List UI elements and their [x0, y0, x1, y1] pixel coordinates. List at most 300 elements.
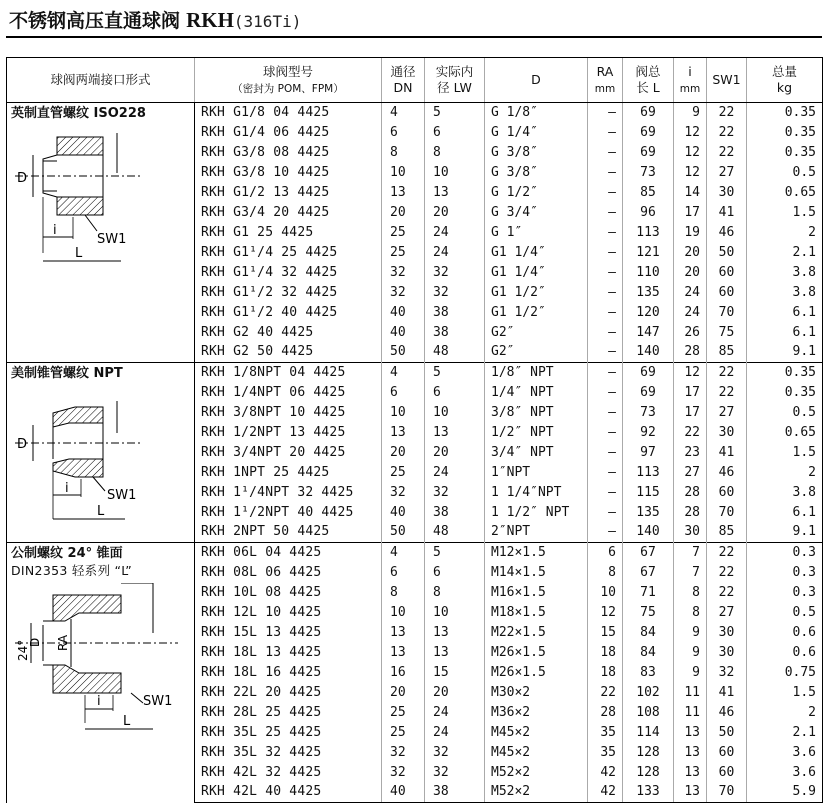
title-underline [6, 36, 822, 38]
cell-sw: 27 [707, 603, 747, 623]
cell-ra: – [588, 283, 623, 303]
cell-d: 1/2″ NPT [485, 423, 588, 443]
cell-d: M22×1.5 [485, 623, 588, 643]
cell-dn: 8 [382, 583, 425, 603]
cell-weight: 9.1 [747, 523, 823, 543]
cell-lw: 24 [425, 243, 485, 263]
cell-dn: 20 [382, 203, 425, 223]
cell-model: RKH 10L 08 4425 [195, 583, 382, 603]
svg-text:SW1: SW1 [143, 694, 173, 709]
header-valve-model: 球阀型号 （密封为 POM、FPM） [195, 58, 382, 103]
cell-d: M18×1.5 [485, 603, 588, 623]
cell-d: M12×1.5 [485, 543, 588, 563]
cell-length: 69 [623, 143, 674, 163]
cell-length: 102 [623, 683, 674, 703]
cell-model: RKH 08L 06 4425 [195, 563, 382, 583]
cell-i: 12 [674, 363, 707, 383]
svg-text:SW1: SW1 [107, 488, 137, 503]
cell-d: G 1/4″ [485, 123, 588, 143]
cell-i: 17 [674, 203, 707, 223]
cell-weight: 1.5 [747, 443, 823, 463]
cell-d: 1″NPT [485, 463, 588, 483]
cell-length: 108 [623, 703, 674, 723]
cell-i: 9 [674, 663, 707, 683]
header-weight: 总量 kg [747, 58, 823, 103]
cell-length: 115 [623, 483, 674, 503]
cell-ra: – [588, 123, 623, 143]
page-title [9, 6, 301, 33]
cell-model: RKH G3/8 10 4425 [195, 163, 382, 183]
cell-lw: 15 [425, 663, 485, 683]
cell-dn: 40 [382, 503, 425, 523]
cell-sw: 22 [707, 143, 747, 163]
cell-sw: 30 [707, 183, 747, 203]
cell-i: 8 [674, 603, 707, 623]
connection-group-cell [7, 103, 195, 363]
cell-weight: 2.1 [747, 723, 823, 743]
cell-length: 73 [623, 403, 674, 423]
cell-ra: 35 [588, 723, 623, 743]
table-header-row [7, 58, 823, 103]
cell-lw: 32 [425, 483, 485, 503]
cell-weight: 0.35 [747, 103, 823, 123]
cell-length: 113 [623, 463, 674, 483]
cell-sw: 46 [707, 703, 747, 723]
cell-d: 1 1/2″ NPT [485, 503, 588, 523]
cell-length: 135 [623, 283, 674, 303]
cell-ra: – [588, 323, 623, 343]
cell-dn: 25 [382, 703, 425, 723]
cell-model: RKH G1¹/4 25 4425 [195, 243, 382, 263]
cell-lw: 6 [425, 563, 485, 583]
cell-sw: 60 [707, 263, 747, 283]
cell-sw: 22 [707, 123, 747, 143]
cell-length: 113 [623, 223, 674, 243]
cell-lw: 5 [425, 103, 485, 123]
cell-model: RKH G1¹/2 32 4425 [195, 283, 382, 303]
cell-model: RKH 42L 40 4425 [195, 783, 382, 803]
cell-ra: – [588, 303, 623, 323]
cell-lw: 10 [425, 603, 485, 623]
cell-length: 121 [623, 243, 674, 263]
cell-dn: 4 [382, 103, 425, 123]
cell-i: 20 [674, 263, 707, 283]
cell-lw: 5 [425, 363, 485, 383]
cell-sw: 50 [707, 243, 747, 263]
cell-dn: 25 [382, 463, 425, 483]
cell-d: M14×1.5 [485, 563, 588, 583]
cell-ra: 35 [588, 743, 623, 763]
cell-length: 67 [623, 543, 674, 563]
svg-text:L: L [75, 246, 83, 261]
cell-length: 114 [623, 723, 674, 743]
cell-ra: – [588, 423, 623, 443]
cell-dn: 32 [382, 483, 425, 503]
cell-model: RKH 35L 32 4425 [195, 743, 382, 763]
svg-text:D: D [17, 437, 28, 452]
cell-model: RKH G3/8 08 4425 [195, 143, 382, 163]
cell-dn: 40 [382, 323, 425, 343]
cell-dn: 4 [382, 543, 425, 563]
cell-d: M52×2 [485, 763, 588, 783]
cell-dn: 6 [382, 563, 425, 583]
cell-i: 27 [674, 463, 707, 483]
cell-dn: 32 [382, 283, 425, 303]
cell-length: 69 [623, 363, 674, 383]
cell-dn: 32 [382, 263, 425, 283]
cell-i: 8 [674, 583, 707, 603]
cell-ra: – [588, 163, 623, 183]
cell-lw: 8 [425, 143, 485, 163]
cell-model: RKH G1/8 04 4425 [195, 103, 382, 123]
cell-lw: 32 [425, 283, 485, 303]
cell-model: RKH 18L 16 4425 [195, 663, 382, 683]
cell-ra: – [588, 143, 623, 163]
cell-dn: 10 [382, 603, 425, 623]
cell-i: 9 [674, 643, 707, 663]
cell-i: 12 [674, 123, 707, 143]
cell-i: 26 [674, 323, 707, 343]
cell-model: RKH G1/2 13 4425 [195, 183, 382, 203]
cell-weight: 0.3 [747, 583, 823, 603]
cell-i: 13 [674, 783, 707, 803]
cell-i: 9 [674, 623, 707, 643]
cell-d: 3/4″ NPT [485, 443, 588, 463]
cell-dn: 32 [382, 743, 425, 763]
cell-ra: – [588, 403, 623, 423]
cell-dn: 10 [382, 403, 425, 423]
cell-ra: 15 [588, 623, 623, 643]
cell-lw: 32 [425, 763, 485, 783]
cell-lw: 24 [425, 703, 485, 723]
cell-sw: 46 [707, 223, 747, 243]
cell-i: 14 [674, 183, 707, 203]
cell-lw: 10 [425, 403, 485, 423]
cell-lw: 24 [425, 223, 485, 243]
cell-weight: 3.8 [747, 263, 823, 283]
svg-text:D: D [28, 637, 42, 647]
cell-model: RKH 1¹/2NPT 40 4425 [195, 503, 382, 523]
cell-model: RKH 3/4NPT 20 4425 [195, 443, 382, 463]
cell-lw: 38 [425, 303, 485, 323]
cell-weight: 0.35 [747, 363, 823, 383]
cell-model: RKH 15L 13 4425 [195, 623, 382, 643]
header-i: i mm [674, 58, 707, 103]
cell-weight: 0.35 [747, 383, 823, 403]
cell-sw: 30 [707, 423, 747, 443]
cell-sw: 70 [707, 303, 747, 323]
cell-weight: 0.35 [747, 143, 823, 163]
cell-weight: 0.65 [747, 423, 823, 443]
cell-ra: 42 [588, 763, 623, 783]
cell-lw: 20 [425, 203, 485, 223]
cell-model: RKH 12L 10 4425 [195, 603, 382, 623]
cell-d: M26×1.5 [485, 643, 588, 663]
cell-length: 140 [623, 343, 674, 363]
svg-text:SW1: SW1 [97, 232, 127, 247]
spec-table [6, 57, 823, 803]
cell-d: 1 1/4″NPT [485, 483, 588, 503]
cell-model: RKH G1¹/4 32 4425 [195, 263, 382, 283]
cell-dn: 25 [382, 243, 425, 263]
cell-dn: 6 [382, 123, 425, 143]
cell-length: 83 [623, 663, 674, 683]
cell-lw: 13 [425, 623, 485, 643]
cell-sw: 22 [707, 103, 747, 123]
cell-weight: 3.6 [747, 763, 823, 783]
cell-sw: 22 [707, 563, 747, 583]
iso228-port-drawing [13, 133, 163, 283]
cell-ra: 8 [588, 563, 623, 583]
cell-weight: 3.6 [747, 743, 823, 763]
cell-d: M36×2 [485, 703, 588, 723]
cell-sw: 85 [707, 343, 747, 363]
cell-i: 12 [674, 163, 707, 183]
connection-group-subtitle: DIN2353 轻系列 “L” [11, 563, 133, 578]
cell-lw: 6 [425, 123, 485, 143]
cell-lw: 38 [425, 503, 485, 523]
svg-text:i: i [65, 481, 69, 496]
header-lw: 实际内 径 LW [425, 58, 485, 103]
cell-i: 11 [674, 683, 707, 703]
cell-model: RKH 1/2NPT 13 4425 [195, 423, 382, 443]
cell-dn: 16 [382, 663, 425, 683]
cell-ra: 10 [588, 583, 623, 603]
cell-d: G2″ [485, 343, 588, 363]
cell-dn: 13 [382, 623, 425, 643]
cell-i: 28 [674, 483, 707, 503]
cell-sw: 70 [707, 503, 747, 523]
cell-length: 128 [623, 743, 674, 763]
cell-length: 133 [623, 783, 674, 803]
cell-d: M45×2 [485, 723, 588, 743]
cell-d: 1/4″ NPT [485, 383, 588, 403]
cell-lw: 32 [425, 263, 485, 283]
cell-ra: – [588, 383, 623, 403]
cell-sw: 46 [707, 463, 747, 483]
cell-i: 11 [674, 703, 707, 723]
cell-lw: 24 [425, 723, 485, 743]
cell-lw: 6 [425, 383, 485, 403]
cell-lw: 8 [425, 583, 485, 603]
cell-sw: 60 [707, 283, 747, 303]
cell-dn: 8 [382, 143, 425, 163]
cell-ra: – [588, 443, 623, 463]
cell-length: 135 [623, 503, 674, 523]
cell-i: 28 [674, 503, 707, 523]
svg-text:D: D [17, 171, 28, 186]
cell-weight: 0.35 [747, 123, 823, 143]
svg-text:RA: RA [56, 634, 70, 651]
cell-sw: 75 [707, 323, 747, 343]
cell-d: 3/8″ NPT [485, 403, 588, 423]
connection-group-cell [7, 363, 195, 543]
cell-sw: 27 [707, 403, 747, 423]
cell-length: 97 [623, 443, 674, 463]
cell-lw: 24 [425, 463, 485, 483]
cell-weight: 3.8 [747, 283, 823, 303]
cell-lw: 32 [425, 743, 485, 763]
svg-text:i: i [53, 223, 57, 238]
cell-d: G2″ [485, 323, 588, 343]
cell-length: 84 [623, 643, 674, 663]
cell-lw: 20 [425, 443, 485, 463]
title-model: RKH [186, 8, 234, 32]
cell-i: 12 [674, 143, 707, 163]
cell-weight: 1.5 [747, 203, 823, 223]
header-connection-form: 球阀两端接口形式 [7, 58, 195, 103]
cell-ra: – [588, 463, 623, 483]
cell-model: RKH 06L 04 4425 [195, 543, 382, 563]
cell-model: RKH G1¹/2 40 4425 [195, 303, 382, 323]
cell-dn: 10 [382, 163, 425, 183]
cell-lw: 13 [425, 423, 485, 443]
cell-ra: – [588, 183, 623, 203]
din2353-port-drawing [13, 583, 188, 743]
cell-i: 17 [674, 383, 707, 403]
cell-d: G 1/2″ [485, 183, 588, 203]
cell-ra: 18 [588, 663, 623, 683]
cell-length: 75 [623, 603, 674, 623]
cell-i: 28 [674, 343, 707, 363]
cell-model: RKH G1 25 4425 [195, 223, 382, 243]
cell-length: 73 [623, 163, 674, 183]
cell-d: G1 1/2″ [485, 283, 588, 303]
connection-group-title: 公制螺纹 24° 锥面 [11, 546, 123, 561]
cell-sw: 50 [707, 723, 747, 743]
header-length: 阀总 长 L [623, 58, 674, 103]
cell-sw: 60 [707, 483, 747, 503]
cell-i: 13 [674, 723, 707, 743]
cell-weight: 9.1 [747, 343, 823, 363]
cell-i: 20 [674, 243, 707, 263]
cell-dn: 40 [382, 303, 425, 323]
title-main: 不锈钢高压直通球阀 [9, 10, 181, 32]
cell-d: G 3/8″ [485, 163, 588, 183]
header-d: D [485, 58, 588, 103]
cell-weight: 0.6 [747, 623, 823, 643]
cell-ra: 28 [588, 703, 623, 723]
cell-d: G 3/8″ [485, 143, 588, 163]
cell-weight: 0.6 [747, 643, 823, 663]
cell-ra: – [588, 523, 623, 543]
cell-sw: 27 [707, 163, 747, 183]
cell-dn: 13 [382, 423, 425, 443]
cell-model: RKH 18L 13 4425 [195, 643, 382, 663]
cell-sw: 41 [707, 443, 747, 463]
cell-weight: 5.9 [747, 783, 823, 803]
cell-d: M45×2 [485, 743, 588, 763]
cell-d: G1 1/4″ [485, 243, 588, 263]
cell-length: 69 [623, 383, 674, 403]
cell-length: 84 [623, 623, 674, 643]
cell-i: 9 [674, 103, 707, 123]
cell-i: 24 [674, 283, 707, 303]
cell-d: G 1/8″ [485, 103, 588, 123]
cell-ra: – [588, 483, 623, 503]
cell-sw: 41 [707, 203, 747, 223]
cell-weight: 2 [747, 223, 823, 243]
cell-model: RKH 1¹/4NPT 32 4425 [195, 483, 382, 503]
cell-d: 2″NPT [485, 523, 588, 543]
cell-length: 67 [623, 563, 674, 583]
header-dn: 通径 DN [382, 58, 425, 103]
cell-model: RKH G2 50 4425 [195, 343, 382, 363]
table-body [7, 103, 823, 803]
cell-i: 17 [674, 403, 707, 423]
cell-length: 69 [623, 103, 674, 123]
cell-weight: 2 [747, 463, 823, 483]
cell-weight: 0.3 [747, 563, 823, 583]
cell-sw: 30 [707, 643, 747, 663]
cell-lw: 48 [425, 523, 485, 543]
cell-d: M30×2 [485, 683, 588, 703]
cell-ra: 42 [588, 783, 623, 803]
cell-dn: 6 [382, 383, 425, 403]
cell-lw: 48 [425, 343, 485, 363]
cell-dn: 20 [382, 683, 425, 703]
cell-i: 19 [674, 223, 707, 243]
cell-d: G1 1/4″ [485, 263, 588, 283]
svg-text:i: i [97, 694, 101, 709]
cell-length: 92 [623, 423, 674, 443]
cell-dn: 13 [382, 183, 425, 203]
cell-sw: 85 [707, 523, 747, 543]
cell-dn: 32 [382, 763, 425, 783]
cell-d: M52×2 [485, 783, 588, 803]
cell-sw: 70 [707, 783, 747, 803]
cell-ra: – [588, 243, 623, 263]
cell-weight: 0.5 [747, 603, 823, 623]
cell-weight: 6.1 [747, 303, 823, 323]
connection-group-title: 美制锥管螺纹 NPT [11, 366, 123, 381]
cell-lw: 38 [425, 323, 485, 343]
cell-length: 147 [623, 323, 674, 343]
cell-model: RKH 35L 25 4425 [195, 723, 382, 743]
cell-d: G 3/4″ [485, 203, 588, 223]
cell-i: 23 [674, 443, 707, 463]
cell-sw: 60 [707, 743, 747, 763]
cell-weight: 2.1 [747, 243, 823, 263]
cell-lw: 5 [425, 543, 485, 563]
cell-length: 71 [623, 583, 674, 603]
cell-weight: 3.8 [747, 483, 823, 503]
connection-group-title: 英制直管螺纹 ISO228 [11, 106, 146, 121]
cell-length: 120 [623, 303, 674, 323]
cell-ra: – [588, 203, 623, 223]
cell-weight: 1.5 [747, 683, 823, 703]
title-material: (316Ti) [233, 12, 302, 31]
cell-sw: 30 [707, 623, 747, 643]
cell-model: RKH 1/8NPT 04 4425 [195, 363, 382, 383]
cell-dn: 25 [382, 723, 425, 743]
cell-model: RKH G2 40 4425 [195, 323, 382, 343]
table-row [7, 363, 823, 383]
cell-dn: 50 [382, 523, 425, 543]
cell-sw: 32 [707, 663, 747, 683]
cell-lw: 10 [425, 163, 485, 183]
svg-text:L: L [123, 714, 131, 729]
cell-dn: 50 [382, 343, 425, 363]
cell-model: RKH 42L 32 4425 [195, 763, 382, 783]
header-sw: SW1 [707, 58, 747, 103]
cell-d: M26×1.5 [485, 663, 588, 683]
cell-dn: 4 [382, 363, 425, 383]
cell-length: 85 [623, 183, 674, 203]
cell-sw: 22 [707, 383, 747, 403]
cell-d: G1 1/2″ [485, 303, 588, 323]
cell-model: RKH 28L 25 4425 [195, 703, 382, 723]
